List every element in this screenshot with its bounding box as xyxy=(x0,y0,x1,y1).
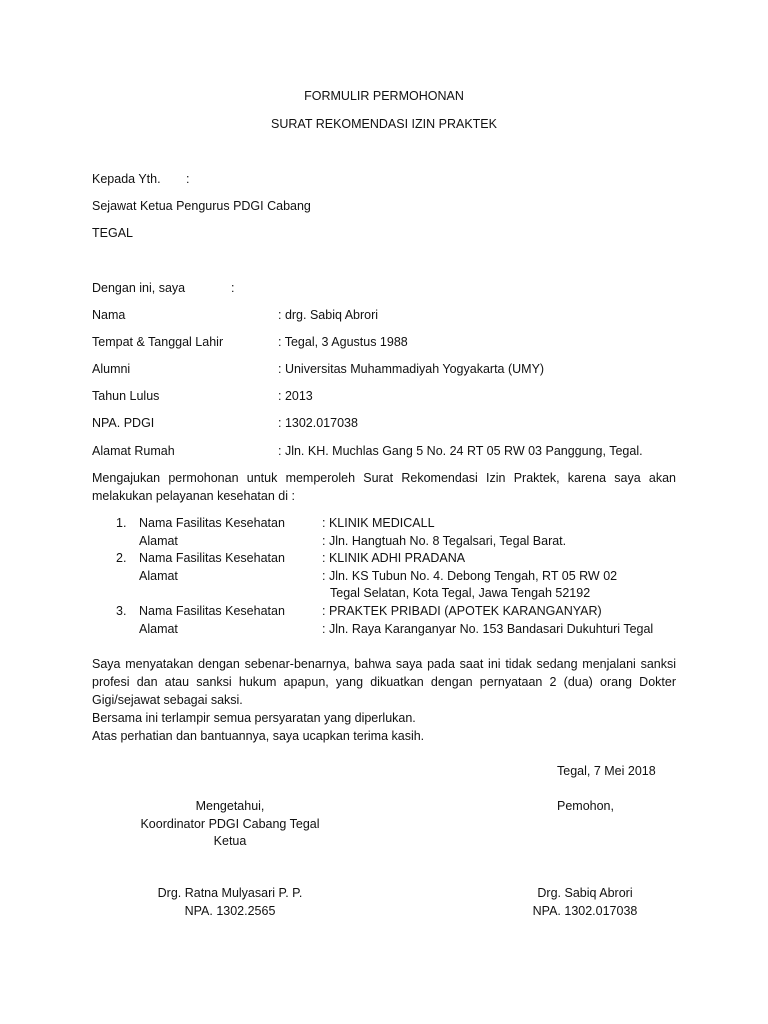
document-title-line1: FORMULIR PERMOHONAN xyxy=(304,89,464,103)
addressee-colon: : xyxy=(186,172,190,186)
facility-address-value: : Jln. Hangtuah No. 8 Tegalsari, Tegal Barat. xyxy=(322,534,567,548)
place-date: Tegal, 7 Mei 2018 xyxy=(557,764,656,778)
request-paragraph: Mengajukan permohonan untuk memperoleh Surat Rekomendasi Izin Praktek, karena saya akan melakukan pelayanan kesehatan di : xyxy=(92,471,676,503)
facility-number: 1. xyxy=(116,516,127,530)
intro-label: Dengan ini, saya xyxy=(92,281,186,295)
coordinator-title: Koordinator PDGI Cabang Tegal xyxy=(140,817,320,831)
graduation-year-value: : 2013 xyxy=(278,389,313,403)
chair-title: Ketua xyxy=(213,834,247,848)
facility-number: 3. xyxy=(116,604,127,618)
home-address-label: Alamat Rumah xyxy=(92,444,175,458)
facility-address-label: Alamat xyxy=(139,569,178,583)
addressee-line1: Sejawat Ketua Pengurus PDGI Cabang xyxy=(92,199,311,213)
birth-value: : Tegal, 3 Agustus 1988 xyxy=(278,335,408,349)
name-label: Nama xyxy=(92,308,126,322)
facility-name-label: Nama Fasilitas Kesehatan xyxy=(139,516,285,530)
birth-label: Tempat & Tanggal Lahir xyxy=(92,335,224,349)
document-title-line2: SURAT REKOMENDASI IZIN PRAKTEK xyxy=(271,117,497,131)
thanks-line: Atas perhatian dan bantuannya, saya ucapkan terima kasih. xyxy=(92,729,425,743)
facility-address-label: Alamat xyxy=(139,622,178,636)
addressee-line2: TEGAL xyxy=(92,226,133,240)
facility-name-label: Nama Fasilitas Kesehatan xyxy=(139,551,285,565)
applicant-sign-label: Pemohon, xyxy=(557,799,614,813)
npa-label: NPA. PDGI xyxy=(92,416,155,430)
alumni-label: Alumni xyxy=(92,362,131,376)
statement-paragraph: Saya menyatakan dengan sebenar-benarnya, bahwa saya pada saat ini tidak sedang menjalani sanksi profesi dan atau sanksi hukum apapun, yang dikuatkan dengan pernyataan 2 (dua) orang Dokter Gigi/sejawat sebagai saksi. xyxy=(92,657,676,707)
intro-colon: : xyxy=(231,281,235,295)
alumni-value: : Universitas Muhammadiyah Yogyakarta (UMY) xyxy=(278,362,545,376)
attachment-line: Bersama ini terlampir semua persyaratan yang diperlukan. xyxy=(92,711,416,725)
right-signatory-name: Drg. Sabiq Abrori xyxy=(537,886,633,900)
npa-value: : 1302.017038 xyxy=(278,416,358,430)
facility-name-value: : PRAKTEK PRIBADI (APOTEK KARANGANYAR) xyxy=(322,604,602,618)
right-signatory-npa: NPA. 1302.017038 xyxy=(532,904,638,918)
acknowledged-label: Mengetahui, xyxy=(195,799,265,813)
left-signatory-npa: NPA. 1302.2565 xyxy=(184,904,276,918)
name-value: : drg. Sabiq Abrori xyxy=(278,308,379,322)
facility-address-label: Alamat xyxy=(139,534,178,548)
facility-name-value: : KLINIK MEDICALL xyxy=(322,516,435,530)
facility-number: 2. xyxy=(116,551,127,565)
facility-address-value: : Jln. KS Tubun No. 4. Debong Tengah, RT 05 RW 02 xyxy=(322,569,618,583)
facility-address-value-continued: Tegal Selatan, Kota Tegal, Jawa Tengah 52192 xyxy=(330,586,591,600)
graduation-year-label: Tahun Lulus xyxy=(92,389,160,403)
facility-name-value: : KLINIK ADHI PRADANA xyxy=(322,551,466,565)
addressee-label: Kepada Yth. xyxy=(92,172,161,186)
left-signatory-name: Drg. Ratna Mulyasari P. P. xyxy=(157,886,303,900)
facility-address-value: : Jln. Raya Karanganyar No. 153 Bandasari Dukuhturi Tegal xyxy=(322,622,654,636)
home-address-value: : Jln. KH. Muchlas Gang 5 No. 24 RT 05 RW 03 Panggung, Tegal. xyxy=(278,444,643,458)
facility-name-label: Nama Fasilitas Kesehatan xyxy=(139,604,285,618)
